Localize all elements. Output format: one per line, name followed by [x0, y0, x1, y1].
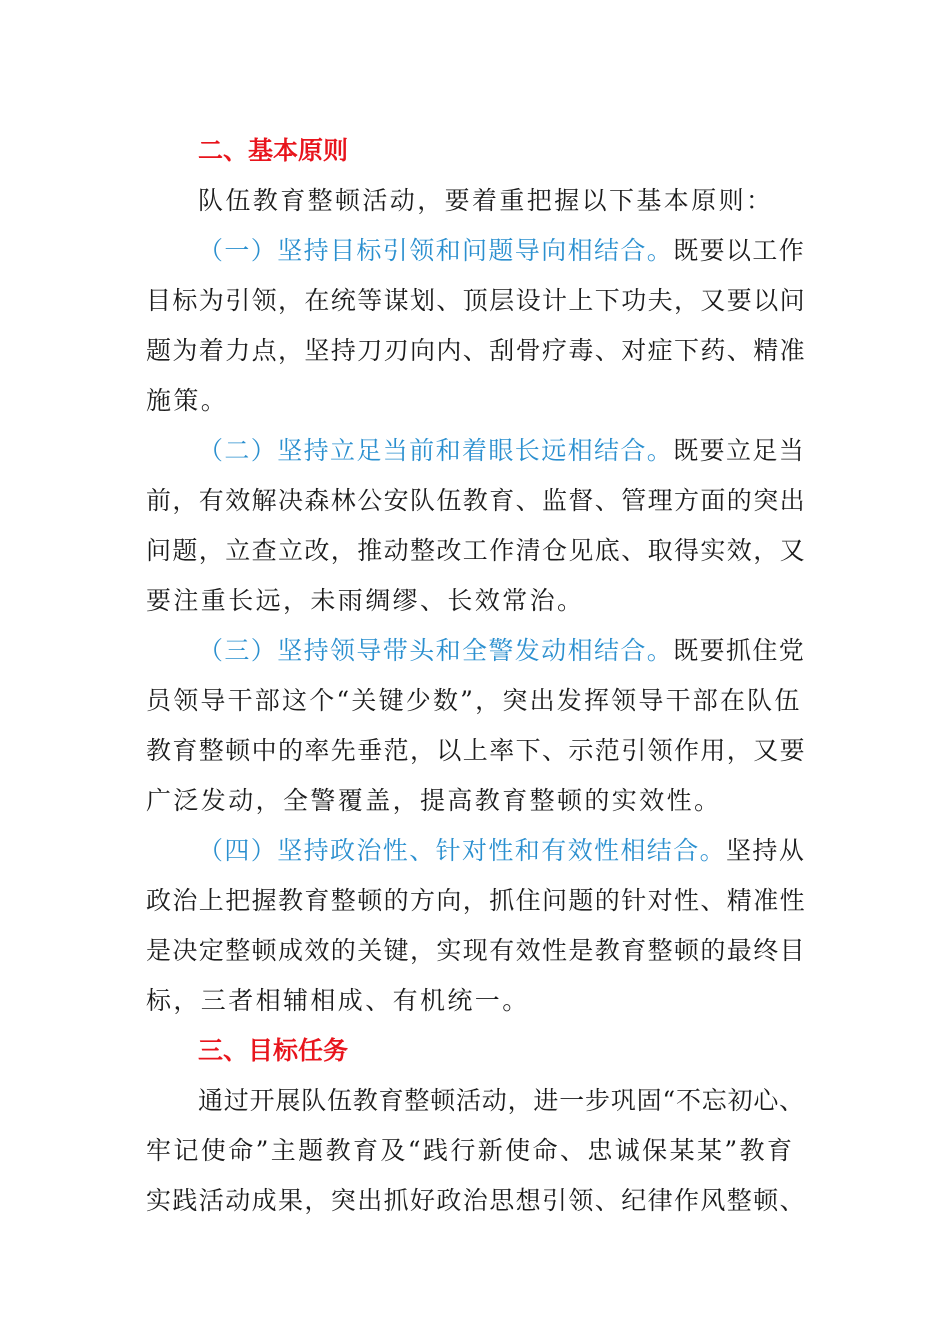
principle-paragraph-4: [146, 826, 806, 1026]
principle-lead: （四）坚持政治性、针对性和有效性相结合。: [198, 836, 727, 865]
intro-paragraph: [146, 176, 806, 226]
principle-text: 既要以工作: [673, 236, 806, 265]
principle-line: [146, 226, 806, 276]
principle-line: 是决定整顿成效的关键，实现有效性是教育整顿的最终目: [146, 936, 807, 965]
principle-line: 员领导干部这个“关键少数”，突出发挥领导干部在队伍: [146, 686, 802, 715]
principle-line: [146, 426, 806, 476]
principle-text: 坚持从: [726, 836, 806, 865]
section-heading-principles: 二、基本原则: [198, 136, 349, 165]
principle-paragraph-2: [146, 426, 806, 626]
section-heading-goals: 三、目标任务: [198, 1036, 349, 1065]
principle-line: 教育整顿中的率先垂范，以上率下、示范引领作用，又要: [146, 736, 807, 765]
principle-line: 政治上把握教育整顿的方向，抓住问题的针对性、精准性: [146, 886, 807, 915]
principle-line: 施策。: [146, 386, 229, 415]
goals-line: 实践活动成果，突出抓好政治思想引领、纪律作风整顿、: [146, 1186, 807, 1215]
document-page: [146, 126, 806, 1226]
principle-text: 既要立足当: [673, 436, 806, 465]
principle-lead: （二）坚持立足当前和着眼长远相结合。: [198, 436, 674, 465]
principle-paragraph-3: [146, 626, 806, 826]
principle-lead: （一）坚持目标引领和问题导向相结合。: [198, 236, 674, 265]
principle-text: 既要抓住党: [673, 636, 806, 665]
principle-line: 题为着力点，坚持刀刃向内、刮骨疗毒、对症下药、精准: [146, 336, 807, 365]
principle-line: [146, 826, 806, 876]
principle-line: [146, 626, 806, 676]
principle-line: 要注重长远，未雨绸缪、长效常治。: [146, 586, 585, 615]
intro-line: 队伍教育整顿活动，要着重把握以下基本原则：: [198, 186, 774, 215]
principle-line: 广泛发动，全警覆盖，提高教育整顿的实效性。: [146, 786, 722, 815]
goals-line: 通过开展队伍教育整顿活动，进一步巩固“不忘初心、: [198, 1086, 805, 1115]
principle-line: 前，有效解决森林公安队伍教育、监督、管理方面的突出: [146, 486, 807, 515]
goals-paragraph: [146, 1076, 806, 1226]
principle-paragraph-1: [146, 226, 806, 426]
goals-line: 牢记使命”主题教育及“践行新使命、忠诚保某某”教育: [146, 1136, 795, 1165]
principle-line: 问题，立查立改，推动整改工作清仓见底、取得实效，又: [146, 536, 807, 565]
principle-lead: （三）坚持领导带头和全警发动相结合。: [198, 636, 674, 665]
principle-line: 目标为引领，在统等谋划、顶层设计上下功夫，又要以问: [146, 286, 807, 315]
principle-line: 标，三者相辅相成、有机统一。: [146, 986, 530, 1015]
